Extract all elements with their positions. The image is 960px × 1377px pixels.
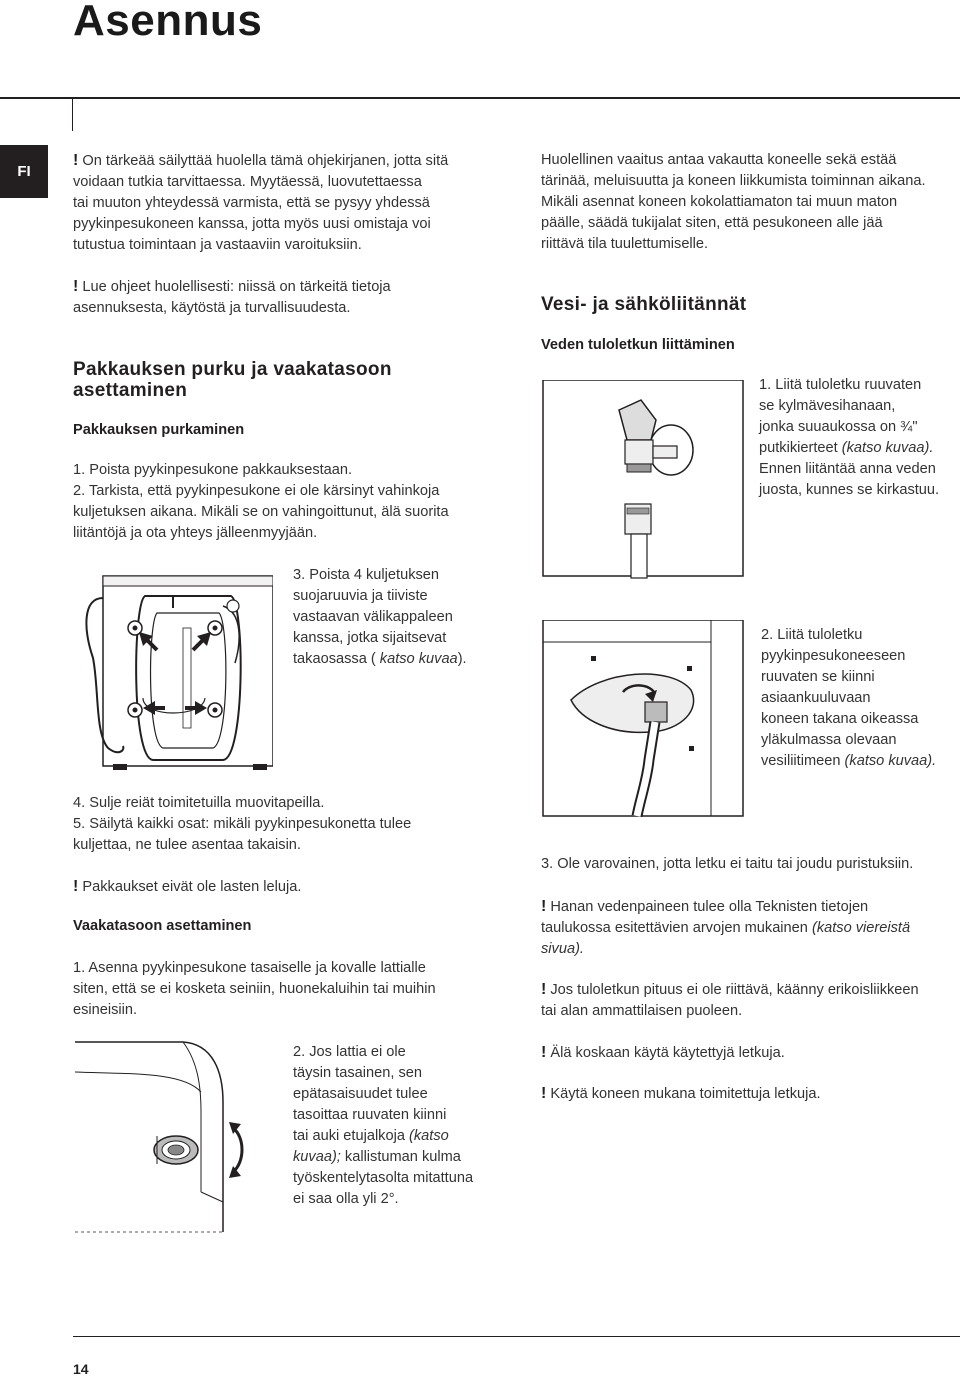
warning-used-hoses: ! Älä koskaan käytä käytettyjä letkuja. bbox=[541, 1044, 785, 1061]
subsection-title-leveling: Vaakatasoon asettaminen bbox=[73, 918, 252, 934]
warning-mark-icon: ! bbox=[73, 278, 79, 295]
warning-hose-length: ! Jos tuloletkun pituus ei ole riittävä, käänny erikoisliikkeen tai alan ammattilaisen puoleen. bbox=[541, 981, 919, 1019]
inlet-step-3: 3. Ole varovainen, jotta letku ei taitu tai joudu puristuksiin. bbox=[541, 856, 914, 872]
page-title: Asennus bbox=[73, 0, 263, 45]
section-title-water-electric: Vesi- ja sähköliitännät bbox=[541, 294, 747, 315]
warning-mark-icon: ! bbox=[541, 981, 547, 998]
header-vertical-rule bbox=[72, 99, 73, 131]
figure-machine-inlet bbox=[541, 620, 751, 820]
steps-plugs-keep-parts: 4. Sulje reiät toimitetuilla muovitapeilla. 5. Säilytä kaikki osat: mikäli pyykinpesukonetta tulee kuljettaa, ne tulee asentaa takaisin. bbox=[73, 795, 412, 853]
warning-supplied-hoses: ! Käytä koneen mukana toimitettuja letkuja. bbox=[541, 1085, 821, 1102]
notice-keep-manual: ! On tärkeää säilyttää huolella tämä ohjekirjanen, jotta sitä voidaan tutkia tarvittaessa. Myytäessä, luovutettaessa tai muuton yhteydessä varmista, että se pysyy yhdessä pyykinpesukoneen kanssa, jotta myös uusi omistaja voi tutustua toimintaan ja vastaaviin varoituksiin. bbox=[73, 152, 449, 253]
figure-tap-connection bbox=[541, 380, 751, 580]
warning-mark-icon: ! bbox=[73, 878, 79, 895]
subsection-title-inlet-hose: Veden tuloletkun liittäminen bbox=[541, 337, 735, 353]
leveling-step-1: 1. Asenna pyykinpesukone tasaiselle ja kovalle lattialle siten, että se ei kosketa seiniin, huonekaluihin tai muihin esineisiin. bbox=[73, 960, 436, 1018]
warning-water-pressure: ! Hanan vedenpaineen tulee olla Teknisten tietojen taulukossa esitettävien arvojen mukainen (katso viereistä sivua). bbox=[541, 898, 911, 957]
warning-mark-icon: ! bbox=[541, 898, 547, 915]
section-title-unpacking-leveling: Pakkauksen purku ja vaakatasoon asettaminen bbox=[73, 359, 392, 401]
notice-read-instructions: ! Lue ohjeet huolellisesti: niissä on tärkeitä tietoja asennuksesta, käytöstä ja turvallisuudesta. bbox=[73, 278, 391, 316]
figure-transport-bolts bbox=[73, 568, 273, 775]
unpacking-steps: 1. Poista pyykinpesukone pakkauksestaan. 2. Tarkista, että pyykinpesukone ei ole kärsinyt vahinkoja kuljetuksen aikana. Mikäli se on vahingoittunut, älä suorita liitäntöjä ja ota yhteys jälleenmyyjään. bbox=[73, 462, 449, 541]
step-remove-transport-bolts: 3. Poista 4 kuljetuksen suojaruuvia ja tiiviste vastaavan välikappaleen kanssa, jotka sijaitsevat takaosassa ( katso kuvaa). bbox=[293, 567, 467, 667]
header-rule bbox=[0, 97, 960, 99]
notice-packaging-not-toys: ! Pakkaukset eivät ole lasten leluja. bbox=[73, 878, 302, 895]
language-tab: FI bbox=[0, 145, 48, 198]
page-number: 14 bbox=[73, 1361, 89, 1377]
leveling-step-2: 2. Jos lattia ei ole täysin tasainen, sen epätasaisuudet tulee tasoittaa ruuvaten kiinni tai auki etujalkoja (katso kuvaa); kallistuman kulma työskentelytasolta mitattuna ei saa olla yli 2°. bbox=[293, 1044, 474, 1207]
warning-mark-icon: ! bbox=[73, 152, 79, 169]
inlet-step-2: 2. Liitä tuloletku pyykinpesukoneeseen ruuvaten se kiinni asiaankuuluvaan koneen takana oikeassa yläkulmassa olevaan vesiliitimeen (katso kuvaa). bbox=[761, 627, 937, 769]
figure-leveling-foot bbox=[73, 1032, 273, 1242]
footer-rule bbox=[73, 1336, 960, 1337]
warning-mark-icon: ! bbox=[541, 1085, 547, 1102]
subsection-title-unpacking: Pakkauksen purkaminen bbox=[73, 422, 245, 438]
inlet-step-1: 1. Liitä tuloletku ruuvaten se kylmävesihanaan, jonka suuaukossa on ¾" putkikierteet (katso kuvaa). Ennen liitäntää anna veden juosta, kunnes se kirkastuu. bbox=[759, 377, 940, 498]
warning-mark-icon: ! bbox=[541, 1044, 547, 1061]
leveling-intro-text: Huolellinen vaaitus antaa vakautta koneelle sekä estää tärinää, meluisuutta ja koneen liikkumista toiminnan aikana. Mikäli asennat koneen kokolattiamaton tai muun maton päälle, säädä tukijalat siten, että pesukoneen alle jää riittävä tila tuulettumiselle. bbox=[541, 152, 926, 252]
